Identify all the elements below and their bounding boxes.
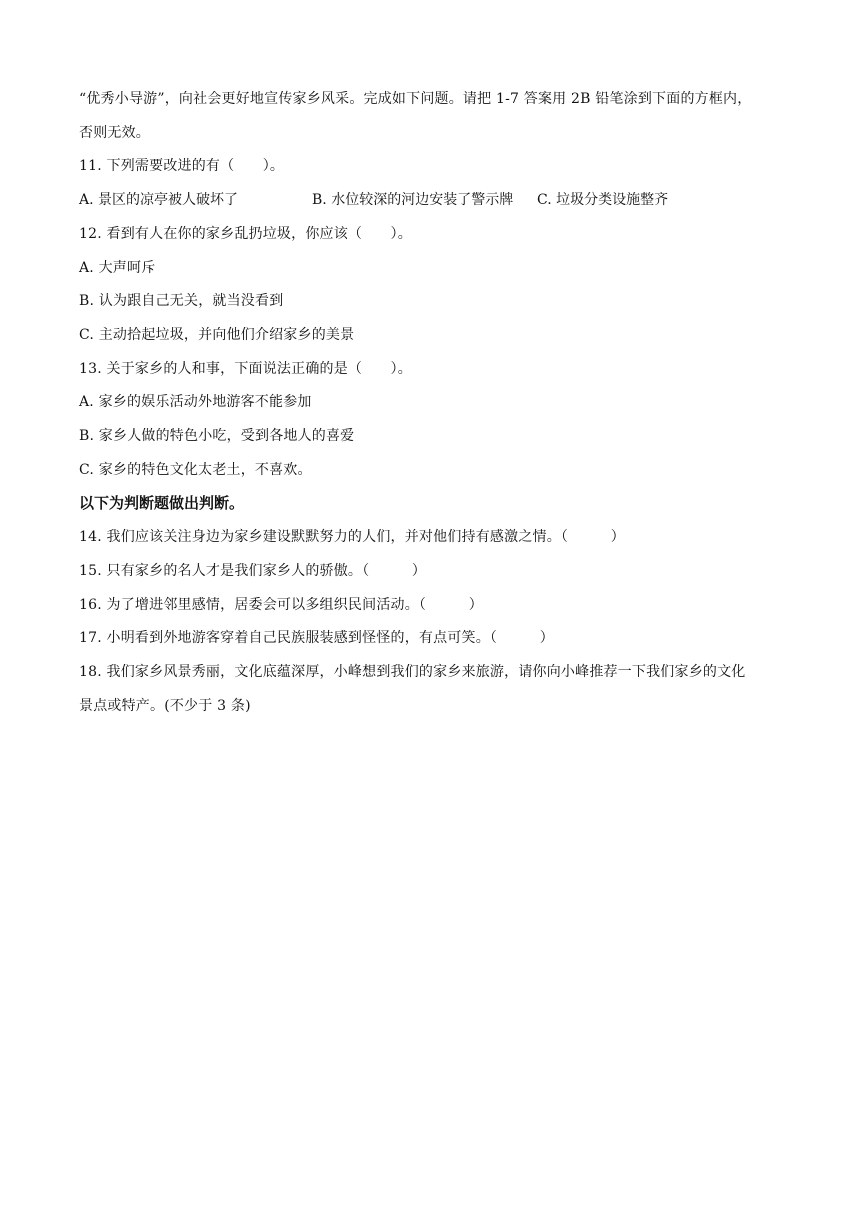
question-18-line-1: 18. 我们家乡风景秀丽，文化底蕴深厚，小峰想到我们的家乡来旅游，请你向小峰推荐一下我们家乡的文化: [79, 663, 746, 680]
question-11-options: [79, 184, 789, 218]
question-12-option-b: B. 认为跟自己无关，就当没看到: [79, 293, 284, 310]
question-18-line-2: 景点或特产。(不少于 3 条): [79, 697, 251, 714]
document-page: [79, 83, 789, 723]
question-11-option-a: A. 景区的凉亭被人破坏了: [79, 192, 239, 209]
question-11-option-b: B. 水位较深的河边安装了警示牌: [312, 192, 514, 209]
question-13-option-c: C. 家乡的特色文化太老土，不喜欢。: [79, 461, 312, 478]
question-12-option-c: C. 主动拾起垃圾，并向他们介绍家乡的美景: [79, 326, 355, 343]
question-11-stem: 11. 下列需要改进的有（ ）。: [79, 158, 285, 175]
question-14: 14. 我们应该关注身边为家乡建设默默努力的人们，并对他们持有感激之情。（ ）: [79, 529, 625, 546]
question-17: 17. 小明看到外地游客穿着自己民族服装感到怪怪的，有点可笑。（ ）: [79, 630, 554, 647]
judgement-section-heading: 以下为判断题做出判断。: [79, 494, 245, 513]
intro-line-2: 否则无效。: [79, 124, 150, 141]
intro-line-1: “优秀小导游”，向社会更好地宣传家乡风采。完成如下问题。请把 1-7 答案用 2B 铅笔涂到下面的方框内，: [79, 91, 752, 107]
question-13-stem: 13. 关于家乡的人和事，下面说法正确的是（ ）。: [79, 360, 412, 377]
question-13-option-b: B. 家乡人做的特色小吃，受到各地人的喜爱: [79, 428, 355, 445]
question-12-stem: 12. 看到有人在你的家乡乱扔垃圾，你应该（ ）。: [79, 225, 412, 242]
question-11-option-c: C. 垃圾分类设施整齐: [537, 192, 669, 209]
question-15: 15. 只有家乡的名人才是我们家乡人的骄傲。（ ）: [79, 562, 427, 579]
question-12-option-a: A. 大声呵斥: [79, 259, 156, 276]
question-16: 16. 为了增进邻里感情，居委会可以多组织民间活动。（ ）: [79, 596, 483, 613]
question-13-option-a: A. 家乡的娱乐活动外地游客不能参加: [79, 394, 312, 411]
